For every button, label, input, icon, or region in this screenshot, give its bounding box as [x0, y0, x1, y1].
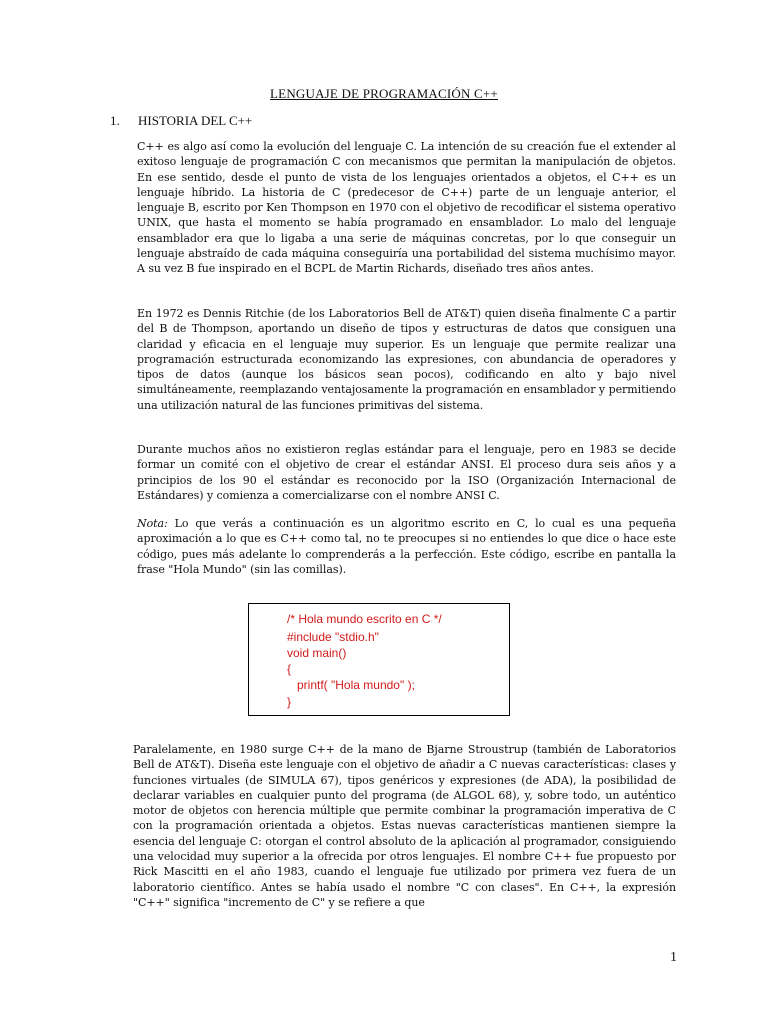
paragraph-intro: C++ es algo así como la evolución del lenguaje C. La intención de su creación fue el extender al exitoso lenguaje de programación C con mecanismos que permitan la manipulación de objetos. En ese sentido, desde el punto de vista de los lenguajes orientados a objetos, el C++ es un lenguaje híbrido. La historia de C (predecesor de C++) parte de un lenguaje anterior, el lenguaje B, escrito por Ken Thompson en 1970 con el objetivo de recodificar el sistema operativo UNIX, que hasta el momento se había programado en ensamblador. Lo malo del lenguaje ensamblador era que lo ligaba a una serie de máquinas concretas, por lo que conseguir un lenguaje abstraído de cada máquina conseguiría una portabilidad del sistema muchísimo mayor. A su vez B fue inspirado en el BCPL de Martin Richards, diseñado tres años antes. — [137, 140, 676, 276]
paragraph-ritchie: En 1972 es Dennis Ritchie (de los Laboratorios Bell de AT&T) quien diseña finalmente C a partir del B de Thompson, aportando un diseño de tipos y estructuras de datos que consiguen una claridad y eficacia en el lenguaje muy superior. Es un lenguaje que permite realizar una programación estructurada economizando las expresiones, con abundancia de operadores y tipos de datos (aunque los básicos sean pocos), codificando en alto y bajo nivel simultáneamente, reemplazando ventajosamente la programación en ensamblador y permitiendo una utilización natural de las funciones primitivas del sistema. — [137, 307, 676, 412]
section-title: HISTORIA DEL C++ — [138, 113, 253, 128]
note-text: Lo que verás a continuación es un algoritmo escrito en C, lo cual es una pequeña aproximación a lo que es C++ como tal, no te preocupes si no entiendes lo que dice o hace este código, pues más adelante lo comprenderás a la perfección. Este código, escribe en pantalla la frase "Hola Mundo" (sin las comillas). — [137, 517, 676, 576]
code-line: #include "stdio.h" — [287, 630, 379, 644]
code-line: { — [287, 662, 292, 676]
section-heading — [110, 113, 252, 129]
paragraph-stroustrup: Paralelamente, en 1980 surge C++ de la mano de Bjarne Stroustrup (también de Laboratorios Bell de AT&T). Diseña este lenguaje con el objetivo de añadir a C nuevas características: clases y funciones virtuales (de SIMULA 67), tipos genéricos y expresiones (de ADA), la posibilidad de declarar variables en cualquier punto del programa (de ALGOL 68), y, sobre todo, un auténtico motor de objetos con herencia múltiple que permite combinar la programación imperativa de C con la programación orientada a objetos. Estas nuevas características mantienen siempre la esencia del lenguaje C: otorgan el control absoluto de la aplicación al programador, consiguiendo una velocidad muy superior a la ofrecida por otros lenguajes. El nombre C++ fue propuesto por Rick Mascitti en el año 1983, cuando el lenguaje fue utilizado por primera vez fuera de un laboratorio científico. Antes se había usado el nombre "C con clases". En C++, la expresión "C++" significa "incremento de C" y se refiere a que — [133, 743, 676, 909]
code-line: /* Hola mundo escrito en C */ — [287, 612, 442, 626]
document-title: LENGUAJE DE PROGRAMACIÓN C++ — [270, 86, 498, 101]
page-number: 1 — [670, 950, 677, 965]
section-number: 1. — [110, 113, 120, 128]
paragraph-note — [137, 516, 676, 577]
paragraph-ansi: Durante muchos años no existieron reglas estándar para el lenguaje, pero en 1983 se decide formar un comité con el objetivo de crear el estándar ANSI. El proceso dura seis años y a principios de los 90 el estándar es reconocido por la ISO (Organización Internacional de Estándares) y comienza a comercializarse con el nombre ANSI C. — [137, 443, 676, 502]
code-line: printf( "Hola mundo" ); — [287, 678, 415, 692]
code-line: void main() — [287, 646, 347, 660]
note-label: Nota: — [137, 517, 168, 530]
code-sample-box — [248, 603, 510, 716]
code-line: } — [287, 695, 292, 709]
